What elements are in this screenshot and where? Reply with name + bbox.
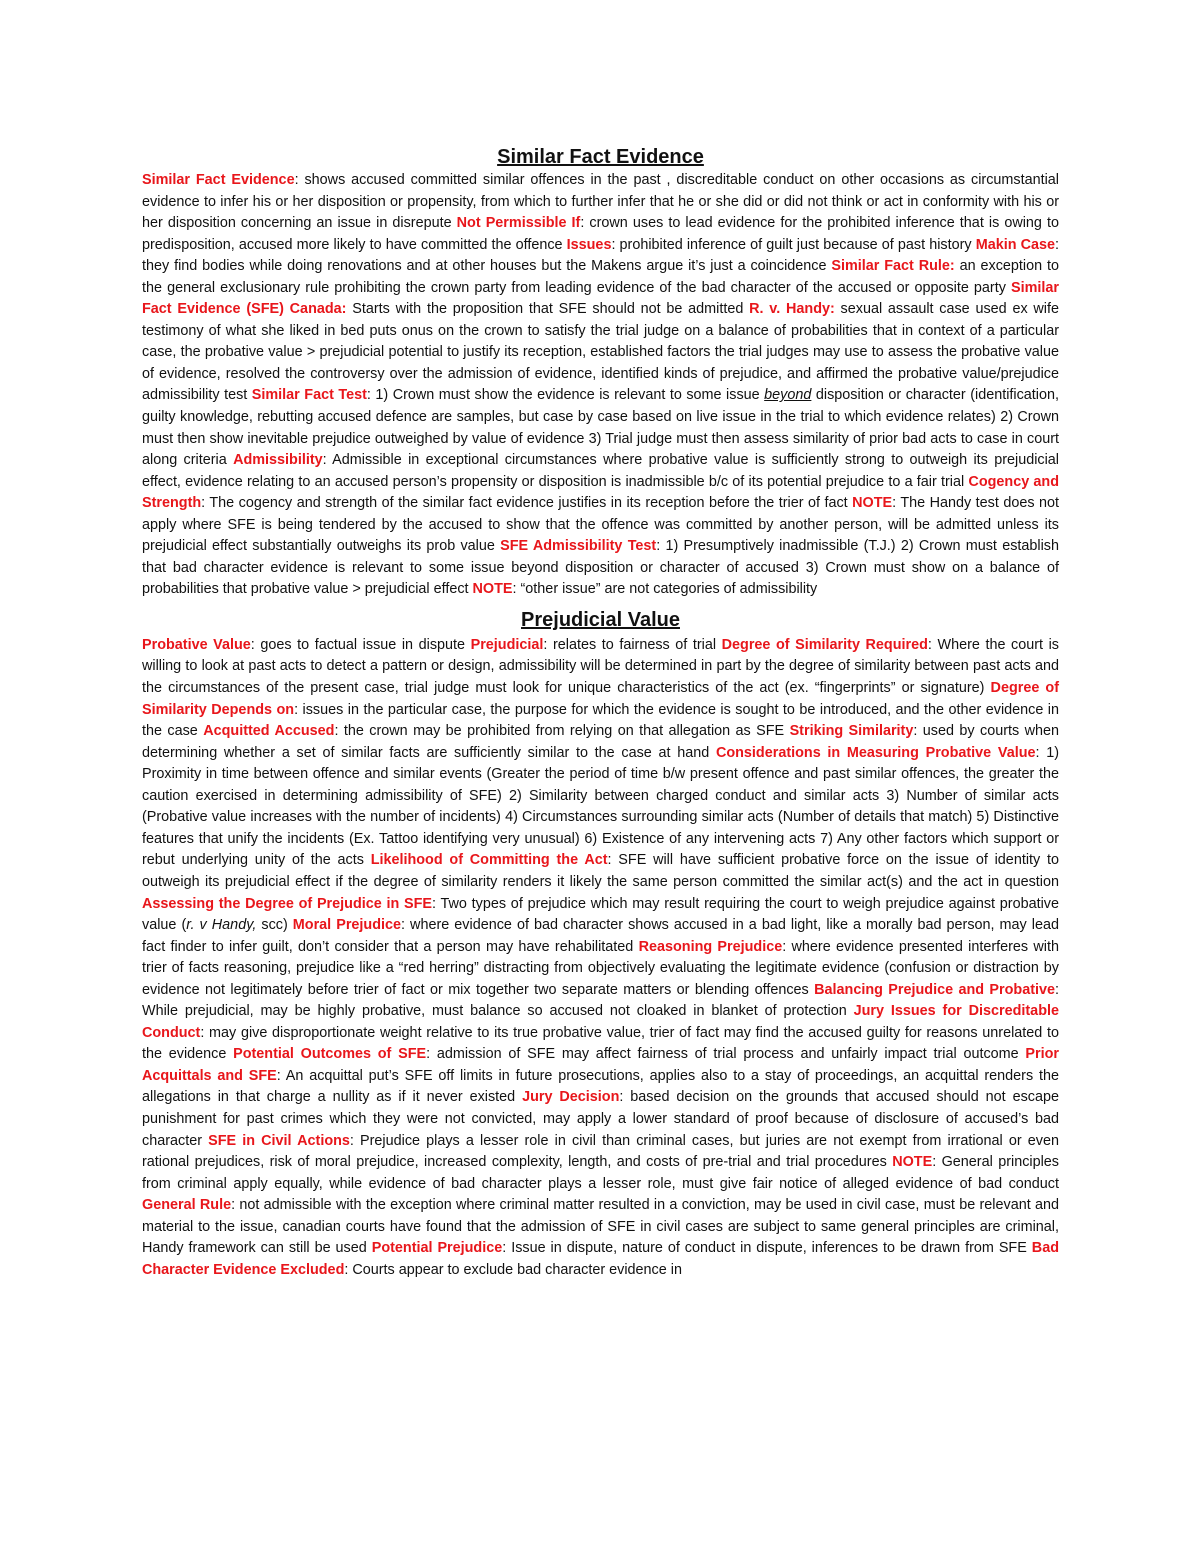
citation-text: r. v Handy, [186, 917, 257, 934]
term-label: Potential Outcomes of SFE [233, 1046, 427, 1063]
document-page [142, 144, 1059, 1281]
term-label: Cogency and Strength [142, 473, 1059, 512]
body-text: : Admissible in exceptional circumstances where probative value is sufficiently strong to outweigh its prejudicial effect, evidence relating to an accused person’s propensity or disposition is inadmissible b/c of its potential prejudice to a fair trial [142, 452, 1060, 490]
term-label: Similar Fact Evidence [142, 172, 295, 188]
term-label: SFE Admissibility Test [500, 538, 657, 555]
body-text: : Issue in dispute, nature of conduct in dispute, inferences to be drawn from SFE [502, 1240, 1032, 1257]
term-label: Similar Fact Evidence (SFE) Canada: [142, 279, 1059, 318]
heading-similar-fact-evidence: Similar Fact Evidence [497, 146, 704, 168]
term-label: Prior Acquittals and SFE [142, 1046, 1059, 1084]
body-text: : where evidence of bad character shows accused in a bad light, like a morally bad person, may lead fact finder to infer guilt, don’t consider that a person may have rehabilitated [142, 917, 1059, 955]
term-label: Prejudicial [470, 636, 544, 653]
term-label: NOTE [852, 495, 893, 512]
body-text: : SFE will have sufficient probative force on the issue of identity to outweigh its prejudicial effect if the degree of similarity renders it likely the same person committed the similar act(s) and the act in question [142, 852, 1059, 890]
body-text: scc) [256, 917, 293, 934]
emphasis-text: beyond [764, 387, 812, 404]
body-text: : Where the court is willing to look at past acts to detect a pattern or design, admissibility will be determined in part by the degree of similarity between past acts and the circumstances of the present case, trial judge must look for unique characteristics of the act (ex. “fingerprints” or signature) [142, 636, 1059, 697]
body-text: : crown uses to lead evidence for the prohibited inference that is owing to predisposition, accused more likely to have committed the offence [142, 215, 1059, 253]
term-label: Acquitted Accused [203, 723, 335, 740]
term-label: Potential Prejudice [371, 1240, 503, 1257]
body-text: : “other issue” are not categories of admissibility [512, 581, 818, 598]
term-label: Moral Prejudice [292, 917, 402, 934]
body-text: sexual assault case used ex wife testimony of what she liked in bed puts onus on the crown to satisfy the trial judge on a balance of probabilities that in context of a particular case, the probative value > prejudicial potential to justify its reception, established factors the trial judges may use to assess the probative value of evidence, resolved the controversy over the admission of evidence, identified kinds of prejudice, and affirmed the probative value/prejudice admissibility test [142, 301, 1060, 404]
term-label: SFE in Civil Actions [208, 1132, 350, 1149]
body-text: : The Handy test does not apply where SFE is being tendered by the accused to show that the offence was committed by another person, will be admitted unless its prejudicial effect substantially outweighs its prob value [142, 495, 1059, 555]
term-label: NOTE [472, 581, 513, 598]
term-label: NOTE [892, 1154, 933, 1171]
term-label: Bad Character Evidence Excluded [142, 1240, 1059, 1278]
body-text: : may give disproportionate weight relative to its true probative value, trier of fact may find the accused guilty for reasons unrelated to the evidence [142, 1024, 1059, 1063]
term-label: Similar Fact Rule: [831, 258, 955, 275]
body-text: : the crown may be prohibited from relying on that allegation as SFE [334, 723, 790, 740]
body-text: : Prejudice plays a lesser role in civil than criminal cases, but juries are not exempt from irrational or even rational prejudices, risk of moral prejudice, increased complexity, length, and costs of pre-trial and trial procedures [142, 1132, 1059, 1171]
body-text: an exception to the general exclusionary rule prohibiting the crown party from leading evidence of the bad character of the accused or opposite party [142, 258, 1059, 296]
term-label: General Rule [142, 1197, 232, 1214]
body-text: : The cogency and strength of the similar fact evidence justifies in its reception before the trier of fact [201, 495, 853, 512]
body-text: : Courts appear to exclude bad character evidence in [344, 1261, 682, 1278]
body-text: : 1) Proximity in time between offence and similar events (Greater the period of time b/w present offence and past similar offences, the greater the caution exercised in determining admissibility of SFE) 2) Similarity between charged conduct and similar acts 3) Number of similar acts (Probative value increases with the number of incidents) 4) Circumstances surrounding similar acts (Number of details that match) 5) Distinctive features that unify the incidents (Ex. Tattoo identifying very unusual) 6) Existence of any intervening acts 7) Any other factors which support or rebut underlying unity of the acts [142, 744, 1059, 869]
body-text: : General principles from criminal apply equally, while evidence of bad character plays a lesser role, must give fair notice of alleged evidence of bad conduct [142, 1154, 1059, 1192]
body-text: : An acquittal put’s SFE off limits in future prosecutions, applies also to a stay of proceedings, an acquittal renders the allegations in that charge a nullity as if it never existed [142, 1067, 1059, 1106]
body-text: : shows accused committed similar offences in the past , discreditable conduct on other occasions as circumstantial evidence to infer his or her disposition or propensity, from which to further infer that he or she did or did not think or act in conformity with his or her disposition concerning an issue in disrepute [142, 172, 1059, 232]
body-text: : admission of SFE may affect fairness of trial process and unfairly impact trial outcome [426, 1046, 1026, 1063]
body-text: : 1) Presumptively inadmissible (T.J.) 2) Crown must establish that bad character evidence is relevant to some issue beyond disposition or character of accused 3) Crown must show on a balance of probabilities that probative value > prejudicial effect [142, 538, 1059, 598]
body-text: : where evidence presented interferes with trier of facts reasoning, prejudice like a “red herring” distracting from objectively evaluating the legitimate evidence (confusion or distraction by evidence not legitimately before trier of fact or mix together two separate matters or blending offences [142, 938, 1060, 998]
term-label: Degree of Similarity Depends on [142, 680, 1059, 718]
body-text: : Two types of prejudice which may result requiring the court to weigh prejudice against probative value ( [142, 895, 1059, 934]
term-label: Considerations in Measuring Probative Value [715, 744, 1036, 761]
body-text: : While prejudicial, may be highly probative, must balance so accused not cloaked in blanket of protection [142, 981, 1059, 1020]
heading-prejudicial-value: Prejudicial Value [521, 608, 680, 631]
term-label: Admissibility [233, 452, 323, 469]
term-label: Probative Value [142, 636, 251, 653]
term-label: Likelihood of Committing the Act [370, 852, 608, 869]
term-label: Degree of Similarity Required [721, 636, 928, 653]
body-text: disposition or character (identification, guilty knowledge, rebutting accused defence are samples, but case by case based on live issue in the trial to which evidence relates) 2) Crown must then show inevitable prejudice outweighed by value of evidence 3) Trial judge must then assess similarity of prior bad acts to case in court along criteria [142, 387, 1059, 469]
term-label: Similar Fact Test [251, 387, 367, 404]
body-text: : goes to factual issue in dispute [250, 636, 471, 653]
term-label: Assessing the Degree of Prejudice in SFE [142, 895, 433, 912]
term-label: Not Permissible If [456, 215, 581, 232]
body-text: : prohibited inference of guilt just because of past history [611, 236, 976, 253]
body-text: : 1) Crown must show the evidence is relevant to some issue [366, 387, 765, 404]
term-label: Jury Issues for Discreditable Conduct [142, 1003, 1059, 1041]
body-text: : used by courts when determining whether a set of similar facts are sufficiently similar to the case at hand [142, 723, 1059, 761]
body-text: : based decision on the grounds that accused should not escape punishment for past crimes which they were not convicted, may apply a lower standard of proof because of disclosure of accused’s bad character [142, 1089, 1059, 1149]
body-text: Starts with the proposition that SFE should not be admitted [346, 301, 750, 318]
term-label: Jury Decision [522, 1089, 620, 1106]
body-text: : relates to fairness of trial [543, 636, 722, 653]
term-label: Issues [566, 236, 612, 253]
term-label: Reasoning Prejudice [638, 938, 783, 955]
body-text: : not admissible with the exception where criminal matter resulted in a conviction, may be used in civil case, must be relevant and material to the issue, canadian courts have found that the admission of SFE in civil cases are subject to same general principles are criminal, Handy framework can still be used [142, 1197, 1059, 1257]
term-label: Makin Case [975, 236, 1055, 253]
term-label: R. v. Handy: [749, 301, 835, 318]
body-text: : they find bodies while doing renovations and at other houses but the Makens argue it’s just a coincidence [142, 236, 1059, 275]
term-label: Striking Similarity [789, 723, 914, 740]
body-text: : issues in the particular case, the purpose for which the evidence is sought to be introduced, and the other evidence in the case [142, 701, 1060, 740]
term-label: Balancing Prejudice and Probative [814, 981, 1055, 998]
paragraph-similar-fact-evidence [142, 170, 1059, 601]
paragraph-prejudicial-value [142, 635, 1059, 1281]
